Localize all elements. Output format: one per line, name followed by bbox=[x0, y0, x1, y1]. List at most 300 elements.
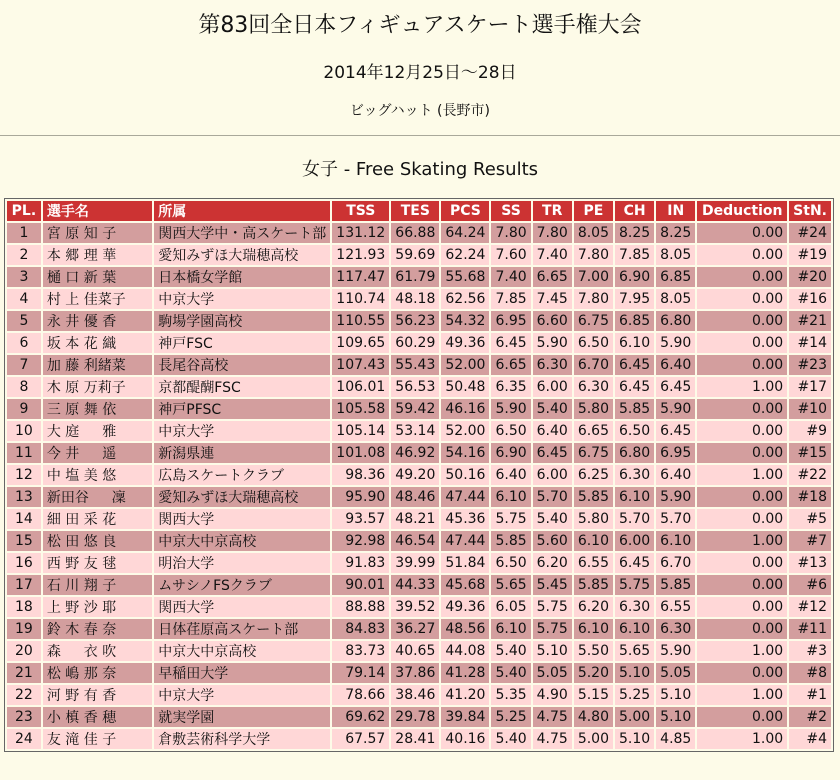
cell-tr: 5.45 bbox=[533, 575, 572, 595]
cell-tes: 36.27 bbox=[391, 619, 439, 639]
cell-ss: 6.35 bbox=[491, 377, 530, 397]
cell-ss: 6.10 bbox=[491, 487, 530, 507]
cell-ss: 6.10 bbox=[491, 619, 530, 639]
cell-tes: 60.29 bbox=[391, 333, 439, 353]
cell-club: 長尾谷高校 bbox=[154, 355, 330, 375]
cell-place: 18 bbox=[7, 597, 41, 617]
cell-tss: 92.98 bbox=[332, 531, 389, 551]
cell-start-number: #24 bbox=[789, 223, 831, 243]
cell-pcs: 51.84 bbox=[441, 553, 489, 573]
cell-ss: 6.45 bbox=[491, 333, 530, 353]
table-row bbox=[7, 333, 831, 353]
cell-tr: 5.75 bbox=[533, 619, 572, 639]
cell-place: 1 bbox=[7, 223, 41, 243]
table-row bbox=[7, 311, 831, 331]
cell-ch: 6.85 bbox=[615, 311, 654, 331]
cell-tes: 39.99 bbox=[391, 553, 439, 573]
table-row bbox=[7, 509, 831, 529]
cell-skater: 新田谷 凜 bbox=[43, 487, 152, 507]
table-row bbox=[7, 729, 831, 749]
cell-tes: 53.14 bbox=[391, 421, 439, 441]
cell-place: 8 bbox=[7, 377, 41, 397]
cell-tr: 7.40 bbox=[533, 245, 572, 265]
cell-place: 22 bbox=[7, 685, 41, 705]
cell-tss: 131.12 bbox=[332, 223, 389, 243]
cell-tr: 6.00 bbox=[533, 377, 572, 397]
cell-skater: 三 原 舞 依 bbox=[43, 399, 152, 419]
cell-tes: 28.41 bbox=[391, 729, 439, 749]
cell-ss: 6.50 bbox=[491, 553, 530, 573]
cell-place: 15 bbox=[7, 531, 41, 551]
cell-start-number: #19 bbox=[789, 245, 831, 265]
cell-tss: 110.74 bbox=[332, 289, 389, 309]
cell-tss: 91.83 bbox=[332, 553, 389, 573]
cell-skater: 坂 本 花 織 bbox=[43, 333, 152, 353]
col-header-pe: PE bbox=[574, 201, 613, 221]
cell-start-number: #16 bbox=[789, 289, 831, 309]
cell-skater: 上 野 沙 耶 bbox=[43, 597, 152, 617]
cell-start-number: #2 bbox=[789, 707, 831, 727]
col-header-tr: TR bbox=[533, 201, 572, 221]
cell-tr: 5.60 bbox=[533, 531, 572, 551]
cell-tes: 29.78 bbox=[391, 707, 439, 727]
table-row bbox=[7, 575, 831, 595]
cell-tes: 38.46 bbox=[391, 685, 439, 705]
cell-pe: 6.75 bbox=[574, 311, 613, 331]
cell-pe: 5.50 bbox=[574, 641, 613, 661]
cell-ss: 6.50 bbox=[491, 421, 530, 441]
cell-tr: 4.90 bbox=[533, 685, 572, 705]
event-venue: ビッグハット (長野市) bbox=[350, 103, 490, 119]
cell-ch: 6.45 bbox=[615, 355, 654, 375]
cell-skater: 小 槙 香 穂 bbox=[43, 707, 152, 727]
cell-ch: 6.80 bbox=[615, 443, 654, 463]
cell-tes: 48.21 bbox=[391, 509, 439, 529]
cell-ch: 6.30 bbox=[615, 465, 654, 485]
cell-pcs: 49.36 bbox=[441, 597, 489, 617]
cell-in: 5.05 bbox=[656, 663, 695, 683]
cell-pcs: 54.32 bbox=[441, 311, 489, 331]
cell-ss: 7.85 bbox=[491, 289, 530, 309]
cell-pcs: 48.56 bbox=[441, 619, 489, 639]
cell-start-number: #8 bbox=[789, 663, 831, 683]
cell-ch: 6.50 bbox=[615, 421, 654, 441]
col-header-tes: TES bbox=[391, 201, 439, 221]
cell-start-number: #3 bbox=[789, 641, 831, 661]
cell-tr: 6.30 bbox=[533, 355, 572, 375]
cell-ch: 5.70 bbox=[615, 509, 654, 529]
cell-in: 6.55 bbox=[656, 597, 695, 617]
cell-in: 5.85 bbox=[656, 575, 695, 595]
cell-place: 21 bbox=[7, 663, 41, 683]
cell-place: 2 bbox=[7, 245, 41, 265]
cell-pe: 5.80 bbox=[574, 399, 613, 419]
cell-deduction: 1.00 bbox=[697, 377, 787, 397]
cell-ss: 6.65 bbox=[491, 355, 530, 375]
cell-start-number: #12 bbox=[789, 597, 831, 617]
cell-tr: 5.90 bbox=[533, 333, 572, 353]
cell-in: 5.10 bbox=[656, 707, 695, 727]
cell-in: 6.95 bbox=[656, 443, 695, 463]
cell-tss: 67.57 bbox=[332, 729, 389, 749]
cell-place: 20 bbox=[7, 641, 41, 661]
cell-tss: 93.57 bbox=[332, 509, 389, 529]
cell-pe: 5.80 bbox=[574, 509, 613, 529]
cell-pe: 5.85 bbox=[574, 487, 613, 507]
cell-skater: 加 藤 利緒菜 bbox=[43, 355, 152, 375]
page-header bbox=[0, 0, 840, 121]
cell-place: 19 bbox=[7, 619, 41, 639]
cell-tss: 88.88 bbox=[332, 597, 389, 617]
cell-ch: 5.65 bbox=[615, 641, 654, 661]
cell-skater: 大 庭 雅 bbox=[43, 421, 152, 441]
cell-tr: 5.10 bbox=[533, 641, 572, 661]
cell-club: 早稲田大学 bbox=[154, 663, 330, 683]
table-row bbox=[7, 443, 831, 463]
cell-deduction: 1.00 bbox=[697, 641, 787, 661]
cell-club: 中京大学 bbox=[154, 421, 330, 441]
cell-tss: 79.14 bbox=[332, 663, 389, 683]
cell-tr: 5.40 bbox=[533, 509, 572, 529]
col-header-skater: 選手名 bbox=[43, 201, 152, 221]
cell-in: 6.40 bbox=[656, 355, 695, 375]
cell-skater: 鈴 木 春 奈 bbox=[43, 619, 152, 639]
table-row bbox=[7, 597, 831, 617]
table-row bbox=[7, 245, 831, 265]
cell-tes: 46.92 bbox=[391, 443, 439, 463]
cell-tes: 40.65 bbox=[391, 641, 439, 661]
table-row bbox=[7, 641, 831, 661]
cell-in: 8.05 bbox=[656, 289, 695, 309]
cell-pe: 4.80 bbox=[574, 707, 613, 727]
cell-pe: 5.20 bbox=[574, 663, 613, 683]
cell-pcs: 46.16 bbox=[441, 399, 489, 419]
cell-deduction: 0.00 bbox=[697, 597, 787, 617]
cell-in: 6.70 bbox=[656, 553, 695, 573]
cell-tss: 95.90 bbox=[332, 487, 389, 507]
cell-pe: 7.80 bbox=[574, 289, 613, 309]
cell-ch: 5.10 bbox=[615, 663, 654, 683]
cell-start-number: #11 bbox=[789, 619, 831, 639]
cell-tss: 84.83 bbox=[332, 619, 389, 639]
cell-place: 5 bbox=[7, 311, 41, 331]
cell-start-number: #21 bbox=[789, 311, 831, 331]
cell-pe: 6.20 bbox=[574, 597, 613, 617]
cell-in: 5.90 bbox=[656, 487, 695, 507]
cell-start-number: #7 bbox=[789, 531, 831, 551]
cell-pe: 7.00 bbox=[574, 267, 613, 287]
cell-tr: 4.75 bbox=[533, 729, 572, 749]
cell-club: 京都醍醐FSC bbox=[154, 377, 330, 397]
cell-place: 12 bbox=[7, 465, 41, 485]
cell-in: 6.45 bbox=[656, 377, 695, 397]
cell-club: 神戸PFSC bbox=[154, 399, 330, 419]
cell-deduction: 0.00 bbox=[697, 245, 787, 265]
cell-tes: 48.18 bbox=[391, 289, 439, 309]
cell-tes: 56.53 bbox=[391, 377, 439, 397]
event-dates: 2014年12月25日～28日 bbox=[323, 63, 517, 83]
table-row bbox=[7, 465, 831, 485]
cell-tss: 110.55 bbox=[332, 311, 389, 331]
cell-club: 関西大学 bbox=[154, 509, 330, 529]
cell-tr: 6.20 bbox=[533, 553, 572, 573]
cell-ss: 5.35 bbox=[491, 685, 530, 705]
cell-deduction: 0.00 bbox=[697, 509, 787, 529]
cell-place: 14 bbox=[7, 509, 41, 529]
cell-tes: 37.86 bbox=[391, 663, 439, 683]
cell-pe: 5.00 bbox=[574, 729, 613, 749]
cell-tss: 106.01 bbox=[332, 377, 389, 397]
cell-tss: 117.47 bbox=[332, 267, 389, 287]
cell-skater: 松 嶋 那 奈 bbox=[43, 663, 152, 683]
cell-place: 9 bbox=[7, 399, 41, 419]
cell-deduction: 1.00 bbox=[697, 465, 787, 485]
table-row bbox=[7, 707, 831, 727]
cell-start-number: #22 bbox=[789, 465, 831, 485]
cell-place: 11 bbox=[7, 443, 41, 463]
cell-place: 24 bbox=[7, 729, 41, 749]
cell-pe: 5.15 bbox=[574, 685, 613, 705]
cell-ss: 5.65 bbox=[491, 575, 530, 595]
cell-tes: 46.54 bbox=[391, 531, 439, 551]
cell-tr: 4.75 bbox=[533, 707, 572, 727]
cell-in: 6.85 bbox=[656, 267, 695, 287]
col-header-in: IN bbox=[656, 201, 695, 221]
table-row bbox=[7, 289, 831, 309]
cell-pe: 6.55 bbox=[574, 553, 613, 573]
cell-deduction: 0.00 bbox=[697, 707, 787, 727]
col-header-tss: TSS bbox=[332, 201, 389, 221]
cell-club: 駒場学園高校 bbox=[154, 311, 330, 331]
cell-pe: 6.65 bbox=[574, 421, 613, 441]
cell-skater: 今 井 遥 bbox=[43, 443, 152, 463]
cell-pcs: 50.16 bbox=[441, 465, 489, 485]
cell-in: 6.80 bbox=[656, 311, 695, 331]
cell-pcs: 62.24 bbox=[441, 245, 489, 265]
cell-pe: 6.30 bbox=[574, 377, 613, 397]
cell-tes: 66.88 bbox=[391, 223, 439, 243]
cell-tr: 7.80 bbox=[533, 223, 572, 243]
cell-start-number: #18 bbox=[789, 487, 831, 507]
cell-deduction: 0.00 bbox=[697, 663, 787, 683]
cell-skater: 細 田 采 花 bbox=[43, 509, 152, 529]
cell-pcs: 47.44 bbox=[441, 531, 489, 551]
cell-ss: 5.85 bbox=[491, 531, 530, 551]
cell-ss: 5.75 bbox=[491, 509, 530, 529]
cell-start-number: #17 bbox=[789, 377, 831, 397]
cell-place: 6 bbox=[7, 333, 41, 353]
cell-place: 10 bbox=[7, 421, 41, 441]
table-row bbox=[7, 355, 831, 375]
cell-ch: 6.10 bbox=[615, 333, 654, 353]
cell-place: 4 bbox=[7, 289, 41, 309]
cell-skater: 木 原 万莉子 bbox=[43, 377, 152, 397]
cell-club: 中京大学 bbox=[154, 289, 330, 309]
cell-start-number: #14 bbox=[789, 333, 831, 353]
cell-tes: 56.23 bbox=[391, 311, 439, 331]
cell-in: 6.40 bbox=[656, 465, 695, 485]
cell-start-number: #6 bbox=[789, 575, 831, 595]
col-header-start-number: StN. bbox=[789, 201, 831, 221]
cell-ch: 7.85 bbox=[615, 245, 654, 265]
cell-place: 17 bbox=[7, 575, 41, 595]
col-header-ss: SS bbox=[491, 201, 530, 221]
cell-ch: 5.00 bbox=[615, 707, 654, 727]
cell-tss: 90.01 bbox=[332, 575, 389, 595]
table-row bbox=[7, 663, 831, 683]
cell-ch: 5.75 bbox=[615, 575, 654, 595]
cell-ch: 6.10 bbox=[615, 487, 654, 507]
cell-club: 日本橋女学館 bbox=[154, 267, 330, 287]
cell-pcs: 39.84 bbox=[441, 707, 489, 727]
cell-pcs: 41.20 bbox=[441, 685, 489, 705]
cell-in: 5.90 bbox=[656, 641, 695, 661]
table-row bbox=[7, 553, 831, 573]
cell-tss: 107.43 bbox=[332, 355, 389, 375]
cell-club: 日体荏原高スケート部 bbox=[154, 619, 330, 639]
cell-tr: 6.45 bbox=[533, 443, 572, 463]
cell-tss: 78.66 bbox=[332, 685, 389, 705]
cell-place: 3 bbox=[7, 267, 41, 287]
cell-in: 5.10 bbox=[656, 685, 695, 705]
cell-pe: 6.70 bbox=[574, 355, 613, 375]
col-header-place: PL. bbox=[7, 201, 41, 221]
cell-tes: 44.33 bbox=[391, 575, 439, 595]
cell-pcs: 47.44 bbox=[441, 487, 489, 507]
cell-pcs: 52.00 bbox=[441, 355, 489, 375]
cell-pcs: 64.24 bbox=[441, 223, 489, 243]
cell-deduction: 0.00 bbox=[697, 553, 787, 573]
header-divider bbox=[0, 135, 840, 136]
cell-club: ムサシノFSクラブ bbox=[154, 575, 330, 595]
cell-tes: 39.52 bbox=[391, 597, 439, 617]
cell-skater: 本 郷 理 華 bbox=[43, 245, 152, 265]
cell-start-number: #20 bbox=[789, 267, 831, 287]
cell-place: 16 bbox=[7, 553, 41, 573]
cell-tr: 6.40 bbox=[533, 421, 572, 441]
table-row bbox=[7, 421, 831, 441]
cell-ch: 5.85 bbox=[615, 399, 654, 419]
cell-start-number: #4 bbox=[789, 729, 831, 749]
cell-deduction: 0.00 bbox=[697, 267, 787, 287]
cell-club: 神戸FSC bbox=[154, 333, 330, 353]
cell-pe: 6.25 bbox=[574, 465, 613, 485]
cell-ss: 7.80 bbox=[491, 223, 530, 243]
table-row bbox=[7, 685, 831, 705]
table-row bbox=[7, 619, 831, 639]
cell-ch: 6.45 bbox=[615, 377, 654, 397]
cell-ch: 6.00 bbox=[615, 531, 654, 551]
cell-skater: 森 衣 吹 bbox=[43, 641, 152, 661]
cell-pcs: 41.28 bbox=[441, 663, 489, 683]
cell-pe: 6.50 bbox=[574, 333, 613, 353]
cell-pcs: 50.48 bbox=[441, 377, 489, 397]
cell-ch: 6.30 bbox=[615, 597, 654, 617]
cell-in: 8.25 bbox=[656, 223, 695, 243]
cell-start-number: #13 bbox=[789, 553, 831, 573]
cell-pe: 8.05 bbox=[574, 223, 613, 243]
cell-tss: 109.65 bbox=[332, 333, 389, 353]
cell-ss: 6.05 bbox=[491, 597, 530, 617]
cell-deduction: 0.00 bbox=[697, 289, 787, 309]
cell-tes: 59.42 bbox=[391, 399, 439, 419]
cell-deduction: 1.00 bbox=[697, 729, 787, 749]
cell-tes: 48.46 bbox=[391, 487, 439, 507]
cell-deduction: 1.00 bbox=[697, 685, 787, 705]
cell-ch: 5.10 bbox=[615, 729, 654, 749]
cell-ch: 6.90 bbox=[615, 267, 654, 287]
cell-ch: 6.10 bbox=[615, 619, 654, 639]
table-row bbox=[7, 531, 831, 551]
cell-skater: 中 塩 美 悠 bbox=[43, 465, 152, 485]
cell-tss: 121.93 bbox=[332, 245, 389, 265]
cell-club: 関西大学 bbox=[154, 597, 330, 617]
cell-tes: 59.69 bbox=[391, 245, 439, 265]
col-header-club: 所属 bbox=[154, 201, 330, 221]
cell-pcs: 54.16 bbox=[441, 443, 489, 463]
section-title: 女子 - Free Skating Results bbox=[301, 159, 539, 180]
cell-in: 5.90 bbox=[656, 333, 695, 353]
cell-start-number: #1 bbox=[789, 685, 831, 705]
cell-skater: 村 上 佳菜子 bbox=[43, 289, 152, 309]
cell-skater: 石 川 翔 子 bbox=[43, 575, 152, 595]
cell-deduction: 0.00 bbox=[697, 355, 787, 375]
table-row bbox=[7, 223, 831, 243]
cell-ss: 5.40 bbox=[491, 641, 530, 661]
cell-in: 6.45 bbox=[656, 421, 695, 441]
cell-skater: 西 野 友 毬 bbox=[43, 553, 152, 573]
cell-tr: 7.45 bbox=[533, 289, 572, 309]
cell-ss: 6.40 bbox=[491, 465, 530, 485]
cell-ch: 7.95 bbox=[615, 289, 654, 309]
cell-pcs: 45.36 bbox=[441, 509, 489, 529]
cell-deduction: 0.00 bbox=[697, 619, 787, 639]
cell-tr: 6.00 bbox=[533, 465, 572, 485]
cell-pe: 6.75 bbox=[574, 443, 613, 463]
cell-club: 広島スケートクラブ bbox=[154, 465, 330, 485]
cell-pcs: 55.68 bbox=[441, 267, 489, 287]
cell-tss: 83.73 bbox=[332, 641, 389, 661]
cell-tss: 101.08 bbox=[332, 443, 389, 463]
cell-deduction: 0.00 bbox=[697, 575, 787, 595]
col-header-ch: CH bbox=[615, 201, 654, 221]
cell-tss: 105.14 bbox=[332, 421, 389, 441]
cell-pcs: 62.56 bbox=[441, 289, 489, 309]
table-row bbox=[7, 377, 831, 397]
cell-club: 愛知みずほ大瑞穂高校 bbox=[154, 487, 330, 507]
cell-deduction: 0.00 bbox=[697, 399, 787, 419]
table-row bbox=[7, 399, 831, 419]
cell-tr: 6.60 bbox=[533, 311, 572, 331]
cell-ss: 5.90 bbox=[491, 399, 530, 419]
cell-ss: 5.25 bbox=[491, 707, 530, 727]
cell-place: 7 bbox=[7, 355, 41, 375]
cell-deduction: 0.00 bbox=[697, 311, 787, 331]
cell-pcs: 45.68 bbox=[441, 575, 489, 595]
cell-tss: 105.58 bbox=[332, 399, 389, 419]
cell-pcs: 44.08 bbox=[441, 641, 489, 661]
cell-skater: 永 井 優 香 bbox=[43, 311, 152, 331]
cell-tes: 55.43 bbox=[391, 355, 439, 375]
cell-pe: 6.10 bbox=[574, 619, 613, 639]
col-header-pcs: PCS bbox=[441, 201, 489, 221]
cell-ss: 7.40 bbox=[491, 267, 530, 287]
cell-club: 中京大学 bbox=[154, 685, 330, 705]
cell-tr: 5.75 bbox=[533, 597, 572, 617]
cell-deduction: 0.00 bbox=[697, 421, 787, 441]
cell-pcs: 52.00 bbox=[441, 421, 489, 441]
cell-deduction: 0.00 bbox=[697, 223, 787, 243]
